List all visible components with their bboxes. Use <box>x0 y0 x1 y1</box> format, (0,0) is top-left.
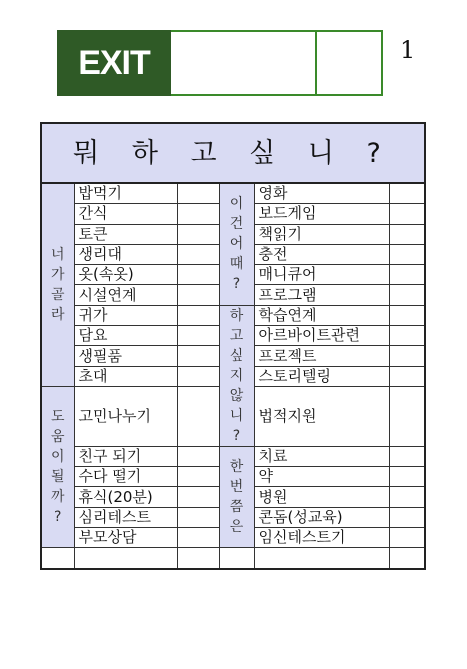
menu-item-right[interactable]: 충전 <box>254 244 389 264</box>
menu-title: 뭐 하 고 싶 니 ? <box>41 123 425 183</box>
check-cell[interactable] <box>177 265 219 285</box>
check-cell[interactable] <box>389 446 425 466</box>
menu-item-right[interactable]: 학습연계 <box>254 305 389 325</box>
menu-item-left[interactable]: 시설연계 <box>74 285 177 305</box>
table-row <box>41 446 425 466</box>
menu-item-right[interactable]: 책읽기 <box>254 224 389 244</box>
menu-item-left[interactable]: 귀가 <box>74 305 177 325</box>
check-cell[interactable] <box>389 527 425 547</box>
category-right-a: 이 건 어 때 ? <box>219 183 254 305</box>
check-cell[interactable] <box>389 386 425 446</box>
check-cell[interactable] <box>177 244 219 264</box>
check-cell[interactable] <box>177 527 219 547</box>
check-cell[interactable] <box>177 487 219 507</box>
check-cell[interactable] <box>389 507 425 527</box>
menu-item-left[interactable]: 휴식(20분) <box>74 487 177 507</box>
table-row <box>41 305 425 325</box>
check-cell[interactable] <box>389 265 425 285</box>
menu-item-right[interactable]: 법적지원 <box>254 386 389 446</box>
menu-item-right[interactable]: 치료 <box>254 446 389 466</box>
exit-button[interactable]: EXIT <box>57 30 171 96</box>
check-cell[interactable] <box>389 285 425 305</box>
check-cell[interactable] <box>177 183 219 204</box>
table-row <box>41 548 425 569</box>
exit-input-cell[interactable] <box>317 32 381 94</box>
check-cell[interactable] <box>389 204 425 224</box>
category-left-bottom: 도 움 이 될 까 ? <box>41 386 74 547</box>
menu-item-right[interactable]: 매니큐어 <box>254 265 389 285</box>
exit-input-cell[interactable] <box>171 32 317 94</box>
empty-cell[interactable] <box>177 548 219 569</box>
menu-item-left[interactable]: 생필품 <box>74 346 177 366</box>
exit-input-box <box>171 30 383 96</box>
menu-item-left[interactable]: 옷(속옷) <box>74 265 177 285</box>
check-cell[interactable] <box>389 183 425 204</box>
category-right-b: 하 고 싶 지 않 니 ? <box>219 305 254 446</box>
empty-cell[interactable] <box>219 548 254 569</box>
menu-item-right[interactable]: 아르바이트관련 <box>254 326 389 346</box>
check-cell[interactable] <box>177 204 219 224</box>
menu-item-left[interactable]: 고민나누기 <box>74 386 177 446</box>
menu-item-right[interactable]: 프로젝트 <box>254 346 389 366</box>
menu-item-right[interactable]: 임신테스트기 <box>254 527 389 547</box>
menu-item-left[interactable]: 간식 <box>74 204 177 224</box>
menu-item-right[interactable]: 병원 <box>254 487 389 507</box>
check-cell[interactable] <box>177 224 219 244</box>
menu-item-left[interactable]: 토큰 <box>74 224 177 244</box>
menu-item-left[interactable]: 심리테스트 <box>74 507 177 527</box>
menu-item-left[interactable]: 담요 <box>74 326 177 346</box>
menu-item-left[interactable]: 밥먹기 <box>74 183 177 204</box>
menu-item-left[interactable]: 초대 <box>74 366 177 386</box>
menu-item-right[interactable]: 보드게임 <box>254 204 389 224</box>
menu-item-left[interactable]: 생리대 <box>74 244 177 264</box>
check-cell[interactable] <box>177 467 219 487</box>
check-cell[interactable] <box>389 467 425 487</box>
check-cell[interactable] <box>389 244 425 264</box>
category-left-top: 너 가 골 라 <box>41 183 74 386</box>
menu-item-left[interactable]: 부모상담 <box>74 527 177 547</box>
check-cell[interactable] <box>389 224 425 244</box>
empty-cell[interactable] <box>254 548 389 569</box>
exit-control <box>57 30 383 96</box>
check-cell[interactable] <box>177 346 219 366</box>
check-cell[interactable] <box>389 346 425 366</box>
check-cell[interactable] <box>177 386 219 446</box>
check-cell[interactable] <box>177 507 219 527</box>
empty-cell[interactable] <box>389 548 425 569</box>
check-cell[interactable] <box>177 305 219 325</box>
table-row <box>41 183 425 204</box>
menu-item-right[interactable]: 콘돔(성교육) <box>254 507 389 527</box>
check-cell[interactable] <box>389 366 425 386</box>
page-number: 1 <box>400 36 416 64</box>
empty-cell[interactable] <box>41 548 74 569</box>
empty-cell[interactable] <box>74 548 177 569</box>
menu-table <box>40 122 426 570</box>
check-cell[interactable] <box>177 326 219 346</box>
check-cell[interactable] <box>389 305 425 325</box>
menu-item-left[interactable]: 수다 떨기 <box>74 467 177 487</box>
check-cell[interactable] <box>177 446 219 466</box>
check-cell[interactable] <box>177 366 219 386</box>
check-cell[interactable] <box>177 285 219 305</box>
menu-item-right[interactable]: 영화 <box>254 183 389 204</box>
menu-item-left[interactable]: 친구 되기 <box>74 446 177 466</box>
menu-item-right[interactable]: 스토리텔링 <box>254 366 389 386</box>
menu-item-right[interactable]: 약 <box>254 467 389 487</box>
category-right-c: 한 번 쯤 은 <box>219 446 254 547</box>
check-cell[interactable] <box>389 487 425 507</box>
menu-item-right[interactable]: 프로그램 <box>254 285 389 305</box>
check-cell[interactable] <box>389 326 425 346</box>
